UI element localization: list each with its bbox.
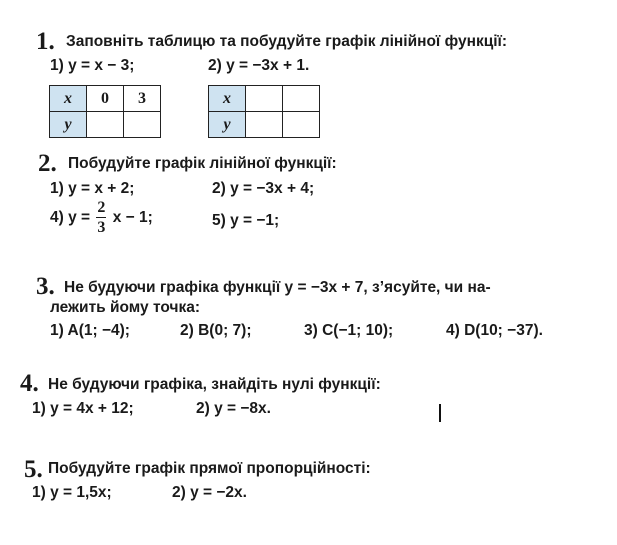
task1-item2: 2) y = −3x + 1. xyxy=(208,57,310,74)
table1-cell: 3 xyxy=(124,86,161,112)
task1-number: 1. xyxy=(36,28,55,55)
task1-heading: Заповніть таблицю та побудуйте графік лінійної функції: xyxy=(66,33,508,50)
task2-item5: 5) y = −1; xyxy=(212,212,280,229)
task1-table1 xyxy=(49,85,161,138)
task4-item2: 2) y = −8x. xyxy=(196,400,271,417)
task4-heading: Не будуючи графіка, знайдіть нулі функції: xyxy=(48,376,381,393)
task2-item4 xyxy=(50,200,153,236)
task3-number: 3. xyxy=(36,273,55,300)
table2-cell xyxy=(246,112,283,138)
table2-cell xyxy=(283,112,320,138)
task4-number: 4. xyxy=(20,370,39,397)
task5-item2: 2) y = −2x. xyxy=(172,484,247,501)
task3-point-3: 3) C(−1; 10); xyxy=(304,322,394,339)
task2-item4-suffix: x − 1; xyxy=(112,209,153,227)
table1-cell: 0 xyxy=(87,86,124,112)
task3-heading-line2: лежить йому точка: xyxy=(50,299,200,316)
task5-heading: Побудуйте графік прямої пропорційності: xyxy=(48,460,371,477)
fraction-denominator: 3 xyxy=(97,219,106,236)
table1-cell xyxy=(124,112,161,138)
task1-item1: 1) y = x − 3; xyxy=(50,57,135,74)
table1-cell xyxy=(87,112,124,138)
table1-header-x: x xyxy=(50,86,87,112)
task2-item4-prefix: 4) y = xyxy=(50,209,91,227)
table2-cell xyxy=(283,86,320,112)
task3-point-2: 2) B(0; 7); xyxy=(180,322,252,339)
task5-item1: 1) y = 1,5x; xyxy=(32,484,112,501)
task1-table2 xyxy=(208,85,320,138)
task5-number: 5. xyxy=(24,456,43,483)
task2-number: 2. xyxy=(38,150,57,177)
task4-item1: 1) y = 4x + 12; xyxy=(32,400,134,417)
table2-header-x: x xyxy=(209,86,246,112)
fraction xyxy=(96,200,106,236)
table2-header-y: y xyxy=(209,112,246,138)
task3-point-1: 1) A(1; −4); xyxy=(50,322,130,339)
task2-heading: Побудуйте графік лінійної функції: xyxy=(68,155,337,172)
task3-point-4: 4) D(10; −37). xyxy=(446,322,543,339)
task2-item2: 2) y = −3x + 4; xyxy=(212,180,315,197)
text-cursor xyxy=(439,404,441,422)
table1-header-y: y xyxy=(50,112,87,138)
fraction-numerator: 2 xyxy=(97,199,106,216)
task3-heading-line1: Не будуючи графіка функції y = −3x + 7, з’ясуйте, чи на- xyxy=(64,279,491,296)
table2-cell xyxy=(246,86,283,112)
task2-item1: 1) y = x + 2; xyxy=(50,180,135,197)
